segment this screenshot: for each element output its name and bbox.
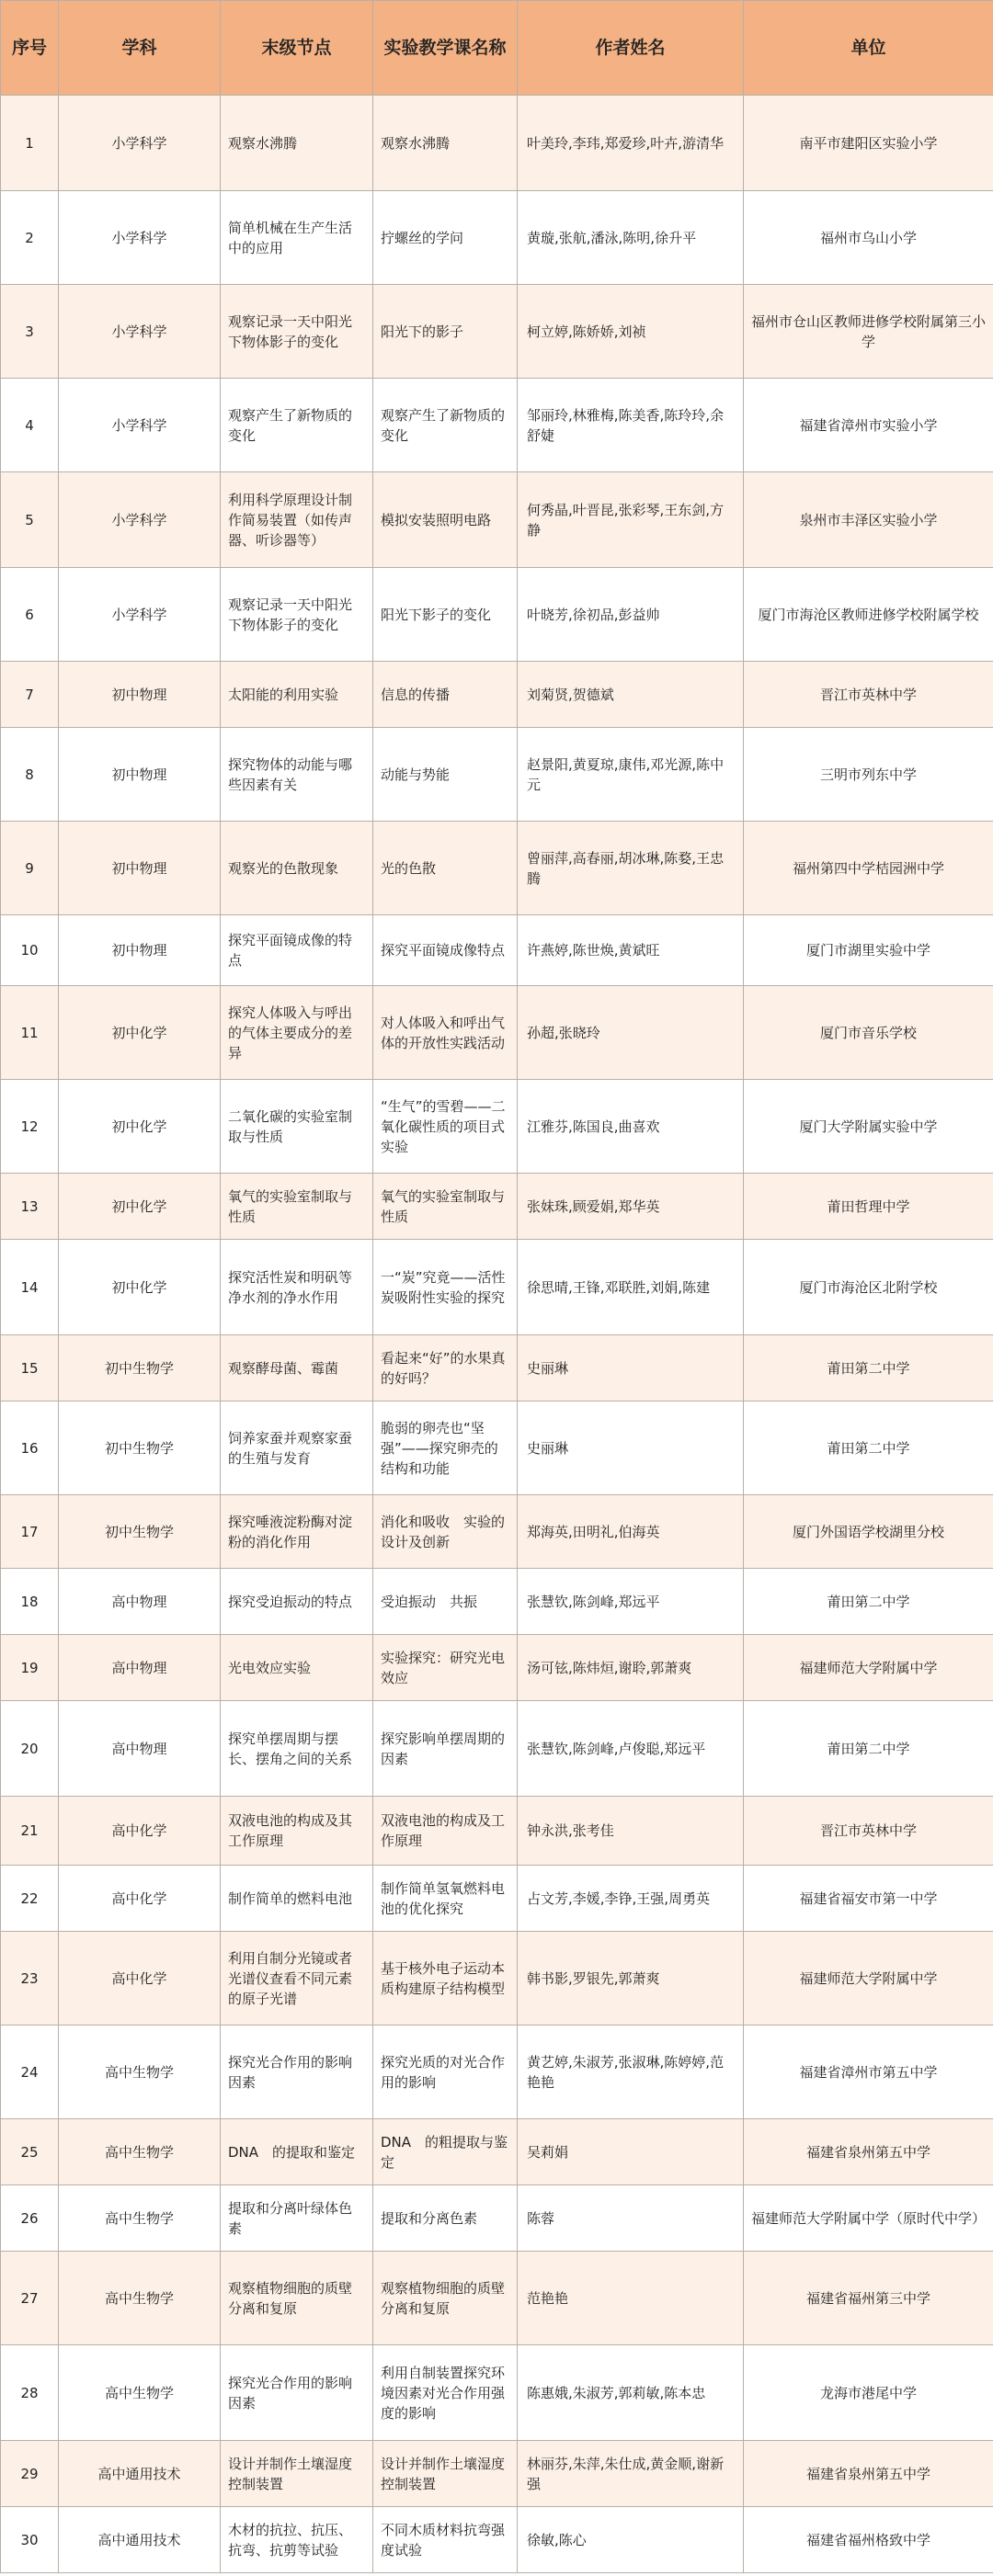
cell-unit: 莆田第二中学 [744, 1701, 993, 1797]
cell-course: 观察产生了新物质的变化 [373, 379, 518, 472]
cell-course: 看起来“好”的水果真的好吗？ [373, 1335, 518, 1401]
cell-node: 探究受迫振动的特点 [221, 1569, 373, 1635]
table-row [1, 728, 993, 822]
cell-unit: 南平市建阳区实验小学 [744, 96, 993, 191]
cell-node: 观察记录一天中阳光下物体影子的变化 [221, 568, 373, 662]
table-row [1, 96, 993, 191]
cell-author: 柯立婷,陈娇娇,刘祯 [518, 285, 744, 379]
cell-course: 不同木质材料抗弯强度试验 [373, 2507, 518, 2573]
cell-author: 刘菊贤,贺德斌 [518, 662, 744, 728]
cell-subject: 初中化学 [59, 1080, 221, 1174]
header-unit: 单位 [744, 1, 993, 96]
cell-author: 陈蓉 [518, 2185, 744, 2252]
cell-author: 曾丽萍,高春丽,胡冰琳,陈婺,王忠腾 [518, 822, 744, 915]
table-row [1, 822, 993, 915]
cell-unit: 福州第四中学桔园洲中学 [744, 822, 993, 915]
table-row [1, 472, 993, 568]
cell-subject: 高中化学 [59, 1866, 221, 1932]
cell-index: 14 [1, 1240, 59, 1335]
cell-author: 徐敏,陈心 [518, 2507, 744, 2573]
cell-node: 观察水沸腾 [221, 96, 373, 191]
cell-author: 范艳艳 [518, 2252, 744, 2345]
cell-subject: 小学科学 [59, 568, 221, 662]
cell-subject: 初中化学 [59, 1174, 221, 1240]
cell-unit: 莆田第二中学 [744, 1569, 993, 1635]
cell-course: 实验探究：研究光电效应 [373, 1635, 518, 1701]
cell-index: 17 [1, 1495, 59, 1569]
cell-subject: 高中物理 [59, 1635, 221, 1701]
cell-node: 探究光合作用的影响因素 [221, 2026, 373, 2119]
cell-course: 利用自制装置探究环境因素对光合作用强度的影响 [373, 2345, 518, 2441]
cell-index: 16 [1, 1401, 59, 1495]
cell-index: 11 [1, 986, 59, 1080]
cell-node: 制作简单的燃料电池 [221, 1866, 373, 1932]
cell-index: 7 [1, 662, 59, 728]
cell-unit: 泉州市丰泽区实验小学 [744, 472, 993, 568]
table-row [1, 1701, 993, 1797]
cell-course: 提取和分离色素 [373, 2185, 518, 2252]
cell-unit: 莆田第二中学 [744, 1335, 993, 1401]
cell-unit: 福建省泉州第五中学 [744, 2119, 993, 2185]
table-row [1, 1401, 993, 1495]
header-index: 序号 [1, 1, 59, 96]
cell-course: 模拟安装照明电路 [373, 472, 518, 568]
cell-node: 观察酵母菌、霉菌 [221, 1335, 373, 1401]
cell-index: 19 [1, 1635, 59, 1701]
cell-node: 氧气的实验室制取与性质 [221, 1174, 373, 1240]
table-row [1, 2026, 993, 2119]
cell-author: 邹丽玲,林雅梅,陈美香,陈玲玲,余舒婕 [518, 379, 744, 472]
table-row [1, 2345, 993, 2441]
cell-unit: 莆田哲理中学 [744, 1174, 993, 1240]
cell-node: 探究光合作用的影响因素 [221, 2345, 373, 2441]
table-row [1, 1932, 993, 2026]
cell-author: 江雅芬,陈国良,曲喜欢 [518, 1080, 744, 1174]
cell-course: 探究影响单摆周期的因素 [373, 1701, 518, 1797]
cell-node: 观察光的色散现象 [221, 822, 373, 915]
cell-index: 6 [1, 568, 59, 662]
table-body [1, 96, 993, 2573]
cell-course: 拧螺丝的学问 [373, 191, 518, 285]
table-row [1, 2441, 993, 2507]
cell-node: 探究物体的动能与哪些因素有关 [221, 728, 373, 822]
cell-subject: 高中生物学 [59, 2026, 221, 2119]
cell-node: 探究人体吸入与呼出的气体主要成分的差异 [221, 986, 373, 1080]
cell-author: 陈惠娥,朱淑芳,郭莉敏,陈本忠 [518, 2345, 744, 2441]
cell-node: 提取和分离叶绿体色素 [221, 2185, 373, 2252]
cell-course: 基于核外电子运动本质构建原子结构模型 [373, 1932, 518, 2026]
cell-index: 27 [1, 2252, 59, 2345]
table-row [1, 1174, 993, 1240]
cell-course: 氧气的实验室制取与性质 [373, 1174, 518, 1240]
cell-subject: 小学科学 [59, 96, 221, 191]
cell-index: 3 [1, 285, 59, 379]
cell-unit: 晋江市英林中学 [744, 662, 993, 728]
table-row [1, 1335, 993, 1401]
cell-author: 赵景阳,黄夏琼,康伟,邓光源,陈中元 [518, 728, 744, 822]
cell-index: 30 [1, 2507, 59, 2573]
cell-node: 观察产生了新物质的变化 [221, 379, 373, 472]
cell-index: 13 [1, 1174, 59, 1240]
cell-node: 探究唾液淀粉酶对淀粉的消化作用 [221, 1495, 373, 1569]
cell-course: 双液电池的构成及工作原理 [373, 1797, 518, 1866]
cell-course: 设计并制作土壤湿度控制装置 [373, 2441, 518, 2507]
cell-course: 受迫振动 共振 [373, 1569, 518, 1635]
table-row [1, 568, 993, 662]
cell-unit: 晋江市英林中学 [744, 1797, 993, 1866]
cell-course: 探究平面镜成像特点 [373, 915, 518, 986]
cell-node: 利用科学原理设计制作简易装置（如传声器、听诊器等） [221, 472, 373, 568]
cell-index: 18 [1, 1569, 59, 1635]
cell-course: 脆弱的卵壳也“坚强”——探究卵壳的结构和功能 [373, 1401, 518, 1495]
cell-subject: 小学科学 [59, 285, 221, 379]
table-row [1, 2507, 993, 2573]
table-row [1, 1866, 993, 1932]
cell-index: 12 [1, 1080, 59, 1174]
cell-unit: 厦门外国语学校湖里分校 [744, 1495, 993, 1569]
cell-subject: 初中物理 [59, 662, 221, 728]
cell-subject: 高中化学 [59, 1932, 221, 2026]
cell-course: 对人体吸入和呼出气体的开放性实践活动 [373, 986, 518, 1080]
table-row [1, 2252, 993, 2345]
cell-author: 占文芳,李媛,李铮,王强,周勇英 [518, 1866, 744, 1932]
cell-author: 林丽芬,朱萍,朱仕成,黄金顺,谢新强 [518, 2441, 744, 2507]
table-row [1, 285, 993, 379]
cell-author: 汤可铉,陈炜烜,谢聆,郭萧爽 [518, 1635, 744, 1701]
cell-index: 24 [1, 2026, 59, 2119]
table-row [1, 915, 993, 986]
cell-course: DNA 的粗提取与鉴定 [373, 2119, 518, 2185]
header-subject: 学科 [59, 1, 221, 96]
cell-author: 何秀晶,叶晋昆,张彩琴,王东剑,方静 [518, 472, 744, 568]
cell-author: 黄艺婷,朱淑芳,张淑琳,陈婷婷,范艳艳 [518, 2026, 744, 2119]
table-row [1, 2185, 993, 2252]
cell-subject: 初中生物学 [59, 1335, 221, 1401]
cell-subject: 初中物理 [59, 728, 221, 822]
cell-subject: 小学科学 [59, 379, 221, 472]
cell-author: 韩书影,罗银先,郭萧爽 [518, 1932, 744, 2026]
cell-node: 简单机械在生产生活中的应用 [221, 191, 373, 285]
cell-subject: 初中物理 [59, 915, 221, 986]
cell-subject: 高中生物学 [59, 2252, 221, 2345]
cell-course: 光的色散 [373, 822, 518, 915]
table-row [1, 1495, 993, 1569]
cell-node: 观察植物细胞的质壁分离和复原 [221, 2252, 373, 2345]
cell-node: 探究单摆周期与摆长、摆角之间的关系 [221, 1701, 373, 1797]
cell-node: 观察记录一天中阳光下物体影子的变化 [221, 285, 373, 379]
cell-unit: 厦门市音乐学校 [744, 986, 993, 1080]
cell-node: 利用自制分光镜或者光谱仪查看不同元素的原子光谱 [221, 1932, 373, 2026]
table-row [1, 379, 993, 472]
cell-author: 许燕婷,陈世焕,黄斌旺 [518, 915, 744, 986]
cell-subject: 初中化学 [59, 986, 221, 1080]
cell-author: 史丽琳 [518, 1401, 744, 1495]
cell-index: 28 [1, 2345, 59, 2441]
cell-author: 张妹珠,顾爱娟,郑华英 [518, 1174, 744, 1240]
cell-unit: 厦门市湖里实验中学 [744, 915, 993, 986]
cell-node: 探究活性炭和明矾等净水剂的净水作用 [221, 1240, 373, 1335]
cell-unit: 福州市仓山区教师进修学校附属第三小学 [744, 285, 993, 379]
table-row [1, 191, 993, 285]
cell-index: 15 [1, 1335, 59, 1401]
cell-index: 25 [1, 2119, 59, 2185]
cell-course: 制作简单氢氧燃料电池的优化探究 [373, 1866, 518, 1932]
cell-author: 钟永洪,张考佳 [518, 1797, 744, 1866]
cell-index: 26 [1, 2185, 59, 2252]
table-row [1, 662, 993, 728]
cell-node: 光电效应实验 [221, 1635, 373, 1701]
cell-node: 太阳能的利用实验 [221, 662, 373, 728]
cell-author: 张慧钦,陈剑峰,卢俊聪,郑远平 [518, 1701, 744, 1797]
cell-author: 叶美玲,李玮,郑爱珍,叶卉,游清华 [518, 96, 744, 191]
cell-author: 徐思晴,王锋,邓联胜,刘娟,陈建 [518, 1240, 744, 1335]
table-row [1, 2119, 993, 2185]
cell-index: 10 [1, 915, 59, 986]
cell-index: 21 [1, 1797, 59, 1866]
cell-unit: 厦门市海沧区北附学校 [744, 1240, 993, 1335]
table-row [1, 1240, 993, 1335]
header-course: 实验教学课名称 [373, 1, 518, 96]
cell-index: 8 [1, 728, 59, 822]
cell-course: 动能与势能 [373, 728, 518, 822]
cell-unit: 厦门市海沧区教师进修学校附属学校 [744, 568, 993, 662]
cell-unit: 福建省福安市第一中学 [744, 1866, 993, 1932]
cell-unit: 福建省漳州市第五中学 [744, 2026, 993, 2119]
cell-unit: 龙海市港尾中学 [744, 2345, 993, 2441]
cell-node: 设计并制作土壤湿度控制装置 [221, 2441, 373, 2507]
cell-unit: 莆田第二中学 [744, 1401, 993, 1495]
cell-index: 1 [1, 96, 59, 191]
cell-index: 29 [1, 2441, 59, 2507]
cell-course: 观察植物细胞的质壁分离和复原 [373, 2252, 518, 2345]
cell-subject: 高中通用技术 [59, 2507, 221, 2573]
cell-course: 信息的传播 [373, 662, 518, 728]
cell-course: 探究光质的对光合作用的影响 [373, 2026, 518, 2119]
cell-node: DNA 的提取和鉴定 [221, 2119, 373, 2185]
cell-unit: 福建省福州第三中学 [744, 2252, 993, 2345]
cell-subject: 高中物理 [59, 1569, 221, 1635]
table-row [1, 1797, 993, 1866]
cell-subject: 高中化学 [59, 1797, 221, 1866]
cell-unit: 福建省泉州第五中学 [744, 2441, 993, 2507]
cell-index: 9 [1, 822, 59, 915]
cell-subject: 小学科学 [59, 191, 221, 285]
cell-unit: 厦门大学附属实验中学 [744, 1080, 993, 1174]
cell-unit: 福建师范大学附属中学 [744, 1635, 993, 1701]
cell-author: 叶晓芳,徐初品,彭益帅 [518, 568, 744, 662]
cell-author: 张慧钦,陈剑峰,郑远平 [518, 1569, 744, 1635]
cell-author: 黄璇,张航,潘泳,陈明,徐升平 [518, 191, 744, 285]
cell-course: 一“炭”究竟——活性炭吸附性实验的探究 [373, 1240, 518, 1335]
cell-course: 消化和吸收 实验的设计及创新 [373, 1495, 518, 1569]
cell-course: 观察水沸腾 [373, 96, 518, 191]
cell-subject: 高中生物学 [59, 2345, 221, 2441]
cell-subject: 小学科学 [59, 472, 221, 568]
cell-index: 5 [1, 472, 59, 568]
cell-node: 饲养家蚕并观察家蚕的生殖与发育 [221, 1401, 373, 1495]
cell-unit: 福州市乌山小学 [744, 191, 993, 285]
cell-course: 阳光下的影子 [373, 285, 518, 379]
cell-index: 4 [1, 379, 59, 472]
header-node: 末级节点 [221, 1, 373, 96]
cell-unit: 福建师范大学附属中学（原时代中学） [744, 2185, 993, 2252]
cell-node: 探究平面镜成像的特点 [221, 915, 373, 986]
cell-unit: 福建省漳州市实验小学 [744, 379, 993, 472]
cell-subject: 高中通用技术 [59, 2441, 221, 2507]
cell-subject: 初中物理 [59, 822, 221, 915]
header-row [1, 1, 993, 96]
cell-node: 二氧化碳的实验室制取与性质 [221, 1080, 373, 1174]
cell-unit: 福建师范大学附属中学 [744, 1932, 993, 2026]
table-row [1, 1635, 993, 1701]
cell-index: 23 [1, 1932, 59, 2026]
cell-index: 2 [1, 191, 59, 285]
table-row [1, 1080, 993, 1174]
cell-course: “生气”的雪碧——二氧化碳性质的项目式实验 [373, 1080, 518, 1174]
cell-author: 吴莉娟 [518, 2119, 744, 2185]
table-row [1, 986, 993, 1080]
cell-unit: 三明市列东中学 [744, 728, 993, 822]
header-author: 作者姓名 [518, 1, 744, 96]
cell-index: 20 [1, 1701, 59, 1797]
cell-subject: 高中生物学 [59, 2119, 221, 2185]
cell-subject: 初中生物学 [59, 1401, 221, 1495]
table-row [1, 1569, 993, 1635]
cell-node: 木材的抗拉、抗压、抗弯、抗剪等试验 [221, 2507, 373, 2573]
cell-subject: 高中生物学 [59, 2185, 221, 2252]
cell-subject: 初中生物学 [59, 1495, 221, 1569]
cell-index: 22 [1, 1866, 59, 1932]
cell-subject: 高中物理 [59, 1701, 221, 1797]
cell-author: 郑海英,田明礼,伯海英 [518, 1495, 744, 1569]
cell-author: 史丽琳 [518, 1335, 744, 1401]
cell-course: 阳光下影子的变化 [373, 568, 518, 662]
cell-subject: 初中化学 [59, 1240, 221, 1335]
cell-unit: 福建省福州格致中学 [744, 2507, 993, 2573]
cell-node: 双液电池的构成及其工作原理 [221, 1797, 373, 1866]
cell-author: 孙超,张晓玲 [518, 986, 744, 1080]
